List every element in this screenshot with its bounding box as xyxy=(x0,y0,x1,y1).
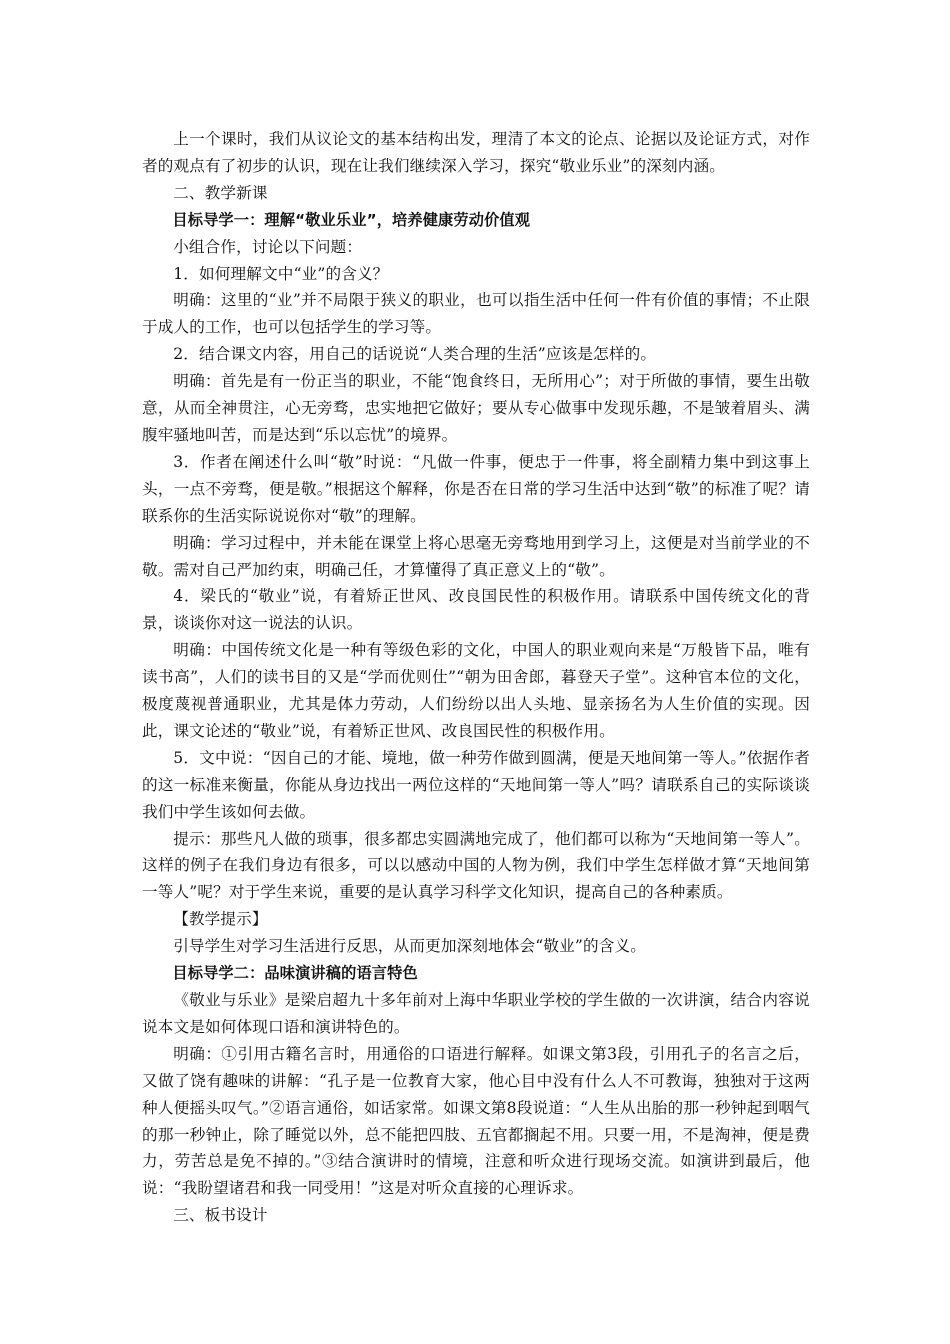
question-5: 5．文中说：“因自己的才能、境地，做一种劳作做到圆满，便是天地间第一等人。”依据作者的这一标准来衡量，你能从身边找出一两位这样的“天地间第一等人”吗？请联系自己的实际谈谈我们中学生该如何去做。 xyxy=(142,748,810,821)
goal-heading-1: 目标导学一：理解“敬业乐业”，培养健康劳动价值观 xyxy=(172,210,531,229)
speech-answer: 明确：①引用古籍名言时，用通俗的口语进行解释。如课文第3段，引用孔子的名言之后，又做了饶有趣味的讲解：“孔子是一位教育大家，他心目中没有什么人不可教诲，独独对于这两种人便摇头叹气。”②语言通俗，如话家常。如课文第8段说道：“人生从出胎的那一秒钟起到咽气的那一秒钟止，除了睡觉以外，总不能把四肢、五官都搁起不用。只要一用，不是淘神，便是费力，劳苦总是免不掉的。”③结合演讲时的情境，注意和听众进行现场交流。如演讲到最后，他说：“我盼望诸君和我一同受用！”这是对听众直接的心理诉求。 xyxy=(142,1044,810,1198)
answer-1: 明确：这里的“业”并不局限于狭义的职业，也可以指生活中任何一件有价值的事情；不止限于成人的工作，也可以包括学生的学习等。 xyxy=(142,291,810,337)
section-heading-board-design: 三、板书设计 xyxy=(173,1206,268,1225)
intro-paragraph: 上一个课时，我们从议论文的基本结构出发，理清了本文的论点、论据以及论证方式，对作者的观点有了初步的认识，现在让我们继续深入学习，探究“敬业乐业”的深刻内涵。 xyxy=(142,130,810,175)
question-4: 4．梁氏的“敬业”说，有着矫正世风、改良国民性的积极作用。请联系中国传统文化的背景，谈谈你对这一说法的认识。 xyxy=(142,587,810,633)
question-3: 3．作者在阐述什么叫“敬”时说：“凡做一件事，便忠于一件事，将全副精力集中到这事上头，一点不旁骛，便是敬。”根据这个解释，你是否在日常的学习生活中达到“敬”的标准了呢？请联系你的生活实际说说你对“敬”的理解。 xyxy=(142,452,810,525)
question-2: 2．结合课文内容，用自己的话说说“人类合理的生活”应该是怎样的。 xyxy=(173,345,657,364)
speech-question: 《敬业与乐业》是梁启超九十多年前对上海中华职业学校的学生做的一次讲演，结合内容说说本文是如何体现口语和演讲特色的。 xyxy=(142,991,810,1036)
answer-2: 明确：首先是有一份正当的职业，不能“饱食终日，无所用心”；对于所做的事情，要生出敬意，从而全神贯注，心无旁骛，忠实地把它做好；要从专心做事中发现乐趣，不是皱着眉头、满腹牢骚地叫苦，而是达到“乐以忘忧”的境界。 xyxy=(142,372,810,444)
teaching-tip-label: 【教学提示】 xyxy=(173,910,268,929)
section-heading-new-lesson: 二、教学新课 xyxy=(173,183,268,202)
answer-4: 明确：中国传统文化是一种有等级色彩的文化，中国人的职业观向来是“万般皆下品，唯有读书高”，人们的读书目的又是“学而优则仕”“朝为田舍郎，暮登天子堂”。这种官本位的文化，极度蔑视普通职业，尤其是体力劳动，人们纷纷以出人头地、显亲扬名为人生价值的实现。因此，课文论述的“敬业”说，有着矫正世风、改良国民性的积极作用。 xyxy=(142,641,810,740)
teaching-tip-text: 引导学生对学习生活进行反思，从而更加深刻地体会“敬业”的含义。 xyxy=(173,937,647,956)
question-1: 1．如何理解文中“业”的含义？ xyxy=(173,264,389,283)
group-discussion-intro: 小组合作，讨论以下问题： xyxy=(173,237,363,256)
answer-3: 明确：学习过程中，并未能在课堂上将心思毫无旁骛地用到学习上，这便是对当前学业的不敬。需对自己严加约束，明确己任，才算懂得了真正意义上的“敬”。 xyxy=(142,533,810,579)
hint-5: 提示：那些凡人做的琐事，很多都忠实圆满地完成了，他们都可以称为“天地间第一等人”。这样的例子在我们身边有很多，可以以感动中国的人物为例，我们中学生怎样做才算“天地间第一等人”呢？对于学生来说，重要的是认真学习科学文化知识，提高自己的各种素质。 xyxy=(142,829,810,902)
goal-heading-2: 目标导学二：品味演讲稿的语言特色 xyxy=(172,964,418,983)
